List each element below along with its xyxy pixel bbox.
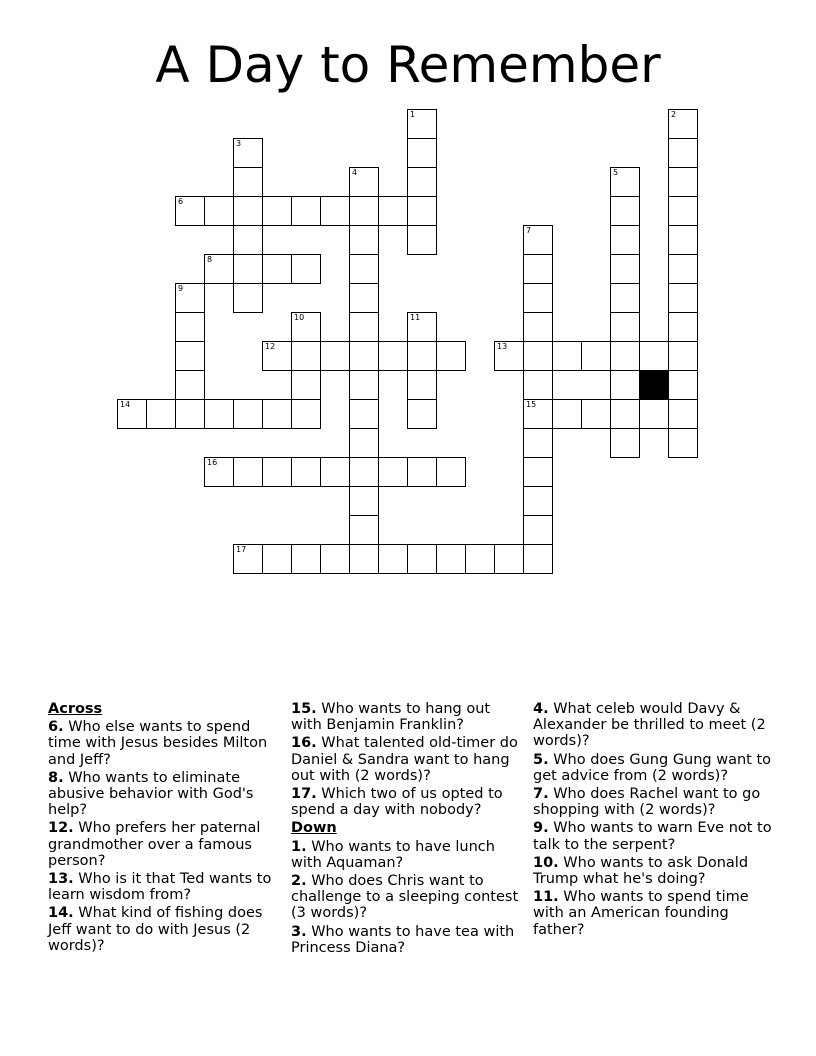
clue-text: Who does Chris want to challenge to a sleeping contest (3 words)? bbox=[291, 873, 519, 922]
grid-cell[interactable] bbox=[233, 457, 263, 487]
grid-cell[interactable] bbox=[291, 544, 321, 574]
grid-cell[interactable] bbox=[465, 544, 495, 574]
grid-cell[interactable] bbox=[668, 196, 698, 226]
clue-item bbox=[291, 873, 523, 922]
grid-cell[interactable] bbox=[349, 457, 379, 487]
clue-text: Who wants to ask Donald Trump what he's doing? bbox=[533, 854, 749, 888]
grid-cell[interactable] bbox=[407, 370, 437, 400]
clue-column-2 bbox=[291, 701, 523, 958]
clue-item bbox=[291, 786, 523, 818]
clue-number: 5 bbox=[613, 168, 619, 177]
grid-cell[interactable] bbox=[291, 312, 321, 342]
grid-cell[interactable] bbox=[552, 341, 582, 371]
clue-column-3 bbox=[533, 701, 773, 940]
grid-cell[interactable] bbox=[523, 254, 553, 284]
grid-cell[interactable] bbox=[349, 486, 379, 516]
grid-cell[interactable] bbox=[291, 457, 321, 487]
blocked-cell bbox=[639, 370, 669, 400]
grid-cell[interactable] bbox=[552, 399, 582, 429]
clue-number: 7 bbox=[526, 226, 532, 235]
grid-cell[interactable] bbox=[523, 312, 553, 342]
clue-item bbox=[533, 752, 773, 784]
grid-cell[interactable] bbox=[175, 399, 205, 429]
grid-cell[interactable] bbox=[407, 167, 437, 197]
grid-cell[interactable] bbox=[175, 312, 205, 342]
clue-number-label: 3. bbox=[291, 923, 307, 940]
grid-cell[interactable] bbox=[523, 370, 553, 400]
clue-item bbox=[533, 701, 773, 750]
clue-number-label: 7. bbox=[533, 786, 549, 803]
clue-item bbox=[533, 889, 773, 938]
grid-cell[interactable] bbox=[523, 399, 553, 429]
clue-item bbox=[48, 905, 280, 954]
grid-cell[interactable] bbox=[639, 341, 669, 371]
grid-cell[interactable] bbox=[523, 544, 553, 574]
clue-item bbox=[48, 770, 280, 819]
grid-cell[interactable] bbox=[349, 544, 379, 574]
grid-cell[interactable] bbox=[291, 254, 321, 284]
grid-cell[interactable] bbox=[233, 544, 263, 574]
grid-cell[interactable] bbox=[175, 370, 205, 400]
grid-cell[interactable] bbox=[233, 138, 263, 168]
grid-cell[interactable] bbox=[523, 457, 553, 487]
clue-number: 2 bbox=[671, 110, 677, 119]
grid-cell[interactable] bbox=[523, 225, 553, 255]
grid-cell[interactable] bbox=[523, 428, 553, 458]
grid-cell[interactable] bbox=[610, 312, 640, 342]
clue-number-label: 9. bbox=[533, 820, 549, 837]
grid-cell[interactable] bbox=[407, 225, 437, 255]
grid-cell[interactable] bbox=[175, 341, 205, 371]
clue-text: What talented old-timer do Daniel & Sandra want to hang out with (2 words)? bbox=[291, 735, 518, 784]
clue-number: 11 bbox=[410, 313, 421, 322]
grid-cell[interactable] bbox=[407, 196, 437, 226]
clue-number-label: 16. bbox=[291, 735, 317, 752]
clue-number: 8 bbox=[207, 255, 213, 264]
grid-cell[interactable] bbox=[233, 399, 263, 429]
grid-cell[interactable] bbox=[407, 341, 437, 371]
clue-number-label: 11. bbox=[533, 889, 559, 906]
grid-cell[interactable] bbox=[581, 399, 611, 429]
grid-cell[interactable] bbox=[610, 225, 640, 255]
clue-item bbox=[533, 786, 773, 818]
grid-cell[interactable] bbox=[233, 283, 263, 313]
clue-item bbox=[533, 820, 773, 852]
clue-number: 1 bbox=[410, 110, 416, 119]
clue-number: 3 bbox=[236, 139, 242, 148]
clue-number: 13 bbox=[497, 342, 508, 351]
clue-item bbox=[48, 871, 280, 903]
grid-cell[interactable] bbox=[117, 399, 147, 429]
grid-cell[interactable] bbox=[610, 370, 640, 400]
grid-cell[interactable] bbox=[610, 254, 640, 284]
grid-cell[interactable] bbox=[320, 544, 350, 574]
grid-cell[interactable] bbox=[436, 457, 466, 487]
grid-cell[interactable] bbox=[320, 341, 350, 371]
clue-number-label: 4. bbox=[533, 701, 549, 717]
grid-cell[interactable] bbox=[378, 544, 408, 574]
grid-cell[interactable] bbox=[204, 254, 234, 284]
clue-number-label: 14. bbox=[48, 905, 74, 922]
grid-cell[interactable] bbox=[291, 341, 321, 371]
grid-cell[interactable] bbox=[291, 370, 321, 400]
clue-text: Who wants to have lunch with Aquaman? bbox=[291, 838, 495, 871]
clue-text: Who does Gung Gung want to get advice from (2 words)? bbox=[533, 751, 772, 784]
clue-text: Which two of us opted to spend a day with nobody? bbox=[291, 786, 503, 819]
grid-cell[interactable] bbox=[407, 544, 437, 574]
clue-item bbox=[291, 701, 523, 733]
grid-cell[interactable] bbox=[349, 196, 379, 226]
grid-cell[interactable] bbox=[349, 515, 379, 545]
clue-number: 4 bbox=[352, 168, 358, 177]
clue-number-label: 10. bbox=[533, 854, 559, 871]
clue-number: 14 bbox=[120, 400, 131, 409]
grid-cell[interactable] bbox=[262, 399, 292, 429]
clue-text: Who wants to have tea with Princess Diana? bbox=[291, 923, 515, 956]
clue-number-label: 12. bbox=[48, 820, 74, 837]
grid-cell[interactable] bbox=[349, 283, 379, 313]
grid-cell[interactable] bbox=[175, 196, 205, 226]
grid-cell[interactable] bbox=[668, 167, 698, 197]
clue-number: 10 bbox=[294, 313, 305, 322]
grid-cell[interactable] bbox=[262, 457, 292, 487]
grid-cell[interactable] bbox=[407, 109, 437, 139]
clue-text: What celeb would Davy & Alexander be thrilled to meet (2 words)? bbox=[533, 701, 766, 750]
clue-number: 6 bbox=[178, 197, 184, 206]
grid-cell[interactable] bbox=[378, 196, 408, 226]
grid-cell[interactable] bbox=[233, 196, 263, 226]
clue-text: What kind of fishing does Jeff want to do with Jesus (2 words)? bbox=[48, 905, 263, 954]
clue-column-1 bbox=[48, 701, 280, 956]
grid-cell[interactable] bbox=[523, 515, 553, 545]
clue-number-label: 13. bbox=[48, 871, 74, 888]
clue-number: 17 bbox=[236, 545, 247, 554]
grid-cell[interactable] bbox=[349, 399, 379, 429]
clue-item bbox=[48, 719, 280, 768]
grid-cell[interactable] bbox=[407, 399, 437, 429]
clue-item bbox=[291, 839, 523, 871]
grid-cell[interactable] bbox=[610, 399, 640, 429]
down-heading: Down bbox=[291, 820, 337, 837]
grid-cell[interactable] bbox=[668, 370, 698, 400]
grid-cell[interactable] bbox=[610, 341, 640, 371]
grid-cell[interactable] bbox=[320, 457, 350, 487]
grid-cell[interactable] bbox=[378, 457, 408, 487]
clue-number-label: 17. bbox=[291, 786, 317, 803]
grid-cell[interactable] bbox=[349, 254, 379, 284]
grid-cell[interactable] bbox=[233, 225, 263, 255]
grid-cell[interactable] bbox=[668, 283, 698, 313]
clue-number-label: 6. bbox=[48, 719, 64, 736]
grid-cell[interactable] bbox=[291, 399, 321, 429]
grid-cell[interactable] bbox=[175, 283, 205, 313]
grid-cell[interactable] bbox=[494, 341, 524, 371]
grid-cell[interactable] bbox=[610, 283, 640, 313]
grid-cell[interactable] bbox=[262, 341, 292, 371]
grid-cell[interactable] bbox=[204, 196, 234, 226]
grid-cell[interactable] bbox=[436, 544, 466, 574]
grid-cell[interactable] bbox=[494, 544, 524, 574]
clue-number: 9 bbox=[178, 284, 184, 293]
grid-cell[interactable] bbox=[146, 399, 176, 429]
grid-cell[interactable] bbox=[349, 341, 379, 371]
clue-number-label: 2. bbox=[291, 873, 307, 890]
grid-cell[interactable] bbox=[349, 167, 379, 197]
grid-cell[interactable] bbox=[610, 167, 640, 197]
clue-number: 16 bbox=[207, 458, 218, 467]
grid-cell[interactable] bbox=[407, 138, 437, 168]
grid-cell[interactable] bbox=[349, 225, 379, 255]
clue-text: Who wants to spend time with an American founding father? bbox=[533, 889, 749, 938]
clue-number-label: 5. bbox=[533, 751, 549, 768]
grid-cell[interactable] bbox=[668, 138, 698, 168]
clue-text: Who wants to eliminate abusive behavior with God's help? bbox=[48, 769, 254, 819]
clue-item bbox=[533, 855, 773, 887]
grid-cell[interactable] bbox=[668, 341, 698, 371]
grid-cell[interactable] bbox=[349, 428, 379, 458]
grid-cell[interactable] bbox=[349, 312, 379, 342]
grid-cell[interactable] bbox=[262, 196, 292, 226]
clue-number-label: 15. bbox=[291, 701, 317, 717]
grid-cell[interactable] bbox=[349, 370, 379, 400]
grid-cell[interactable] bbox=[668, 399, 698, 429]
clue-text: Who is it that Ted wants to learn wisdom from? bbox=[48, 871, 272, 904]
grid-cell[interactable] bbox=[291, 196, 321, 226]
grid-cell[interactable] bbox=[668, 312, 698, 342]
grid-cell[interactable] bbox=[378, 341, 408, 371]
clue-text: Who wants to hang out with Benjamin Franklin? bbox=[291, 701, 491, 734]
grid-cell[interactable] bbox=[668, 225, 698, 255]
clue-text: Who else wants to spend time with Jesus besides Milton and Jeff? bbox=[48, 719, 268, 768]
across-heading: Across bbox=[48, 701, 103, 717]
grid-cell[interactable] bbox=[523, 341, 553, 371]
grid-cell[interactable] bbox=[262, 544, 292, 574]
grid-cell[interactable] bbox=[610, 196, 640, 226]
puzzle-title: A Day to Remember bbox=[155, 36, 661, 94]
grid-cell[interactable] bbox=[407, 312, 437, 342]
grid-cell[interactable] bbox=[610, 428, 640, 458]
grid-cell[interactable] bbox=[233, 254, 263, 284]
grid-cell[interactable] bbox=[262, 254, 292, 284]
grid-cell[interactable] bbox=[668, 428, 698, 458]
grid-cell[interactable] bbox=[233, 167, 263, 197]
grid-cell[interactable] bbox=[523, 486, 553, 516]
clue-item bbox=[48, 820, 280, 869]
clue-number-label: 8. bbox=[48, 769, 64, 786]
clue-item bbox=[291, 924, 523, 956]
grid-cell[interactable] bbox=[436, 341, 466, 371]
grid-cell[interactable] bbox=[204, 399, 234, 429]
clue-item bbox=[291, 735, 523, 784]
clue-number-label: 1. bbox=[291, 838, 307, 855]
clue-text: Who prefers her paternal grandmother over a famous person? bbox=[48, 820, 261, 869]
grid-cell[interactable] bbox=[407, 457, 437, 487]
clue-number: 12 bbox=[265, 342, 276, 351]
grid-cell[interactable] bbox=[523, 283, 553, 313]
clue-text: Who does Rachel want to go shopping with (2 words)? bbox=[533, 786, 761, 819]
grid-cell[interactable] bbox=[581, 341, 611, 371]
grid-cell[interactable] bbox=[668, 254, 698, 284]
grid-cell[interactable] bbox=[639, 399, 669, 429]
clue-text: Who wants to warn Eve not to talk to the serpent? bbox=[533, 820, 772, 853]
grid-cell[interactable] bbox=[668, 109, 698, 139]
clue-number: 15 bbox=[526, 400, 537, 409]
grid-cell[interactable] bbox=[204, 457, 234, 487]
grid-cell[interactable] bbox=[320, 196, 350, 226]
